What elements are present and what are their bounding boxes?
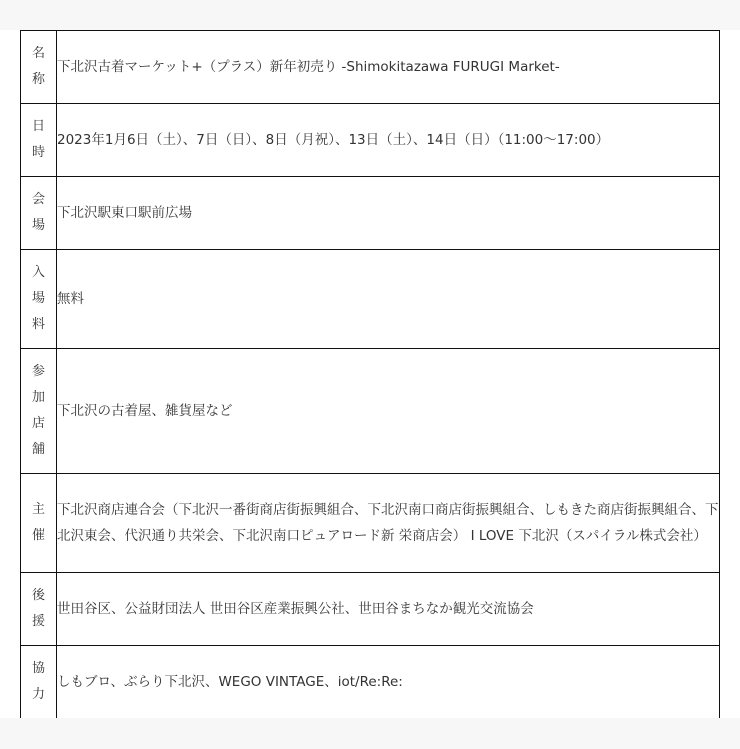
row-label-cooperation — [21, 646, 57, 719]
row-label-name — [21, 31, 57, 104]
label-char: 主 — [31, 502, 45, 517]
table-row-support — [21, 573, 720, 646]
event-datetime-value: 2023年1月6日（土）、7日（日）、8日（月祝）、13日（土）、14日（日）（11:00〜17:00） — [57, 104, 720, 177]
label-char: 日 — [31, 119, 45, 134]
label-char: 料 — [31, 317, 45, 332]
label-char: 場 — [31, 291, 45, 306]
row-label-admission — [21, 250, 57, 349]
row-label-organizer — [21, 474, 57, 573]
label-char: 名 — [31, 46, 45, 61]
bottom-background-band — [0, 718, 740, 749]
label-char: 加 — [31, 390, 45, 405]
label-char: 協 — [31, 661, 45, 676]
row-label-datetime — [21, 104, 57, 177]
row-label-shops — [21, 349, 57, 474]
table-row-venue — [21, 177, 720, 250]
label-char: 力 — [31, 687, 45, 702]
label-char: 舗 — [31, 442, 45, 457]
event-name-value: 下北沢古着マーケット+（プラス）新年初売り -Shimokitazawa FURUGI Market- — [57, 31, 720, 104]
table-row-organizer — [21, 474, 720, 573]
table-row-datetime — [21, 104, 720, 177]
label-char: 入 — [31, 265, 45, 280]
label-char: 参 — [31, 364, 45, 379]
label-char: 催 — [31, 528, 45, 543]
event-support-value: 世田谷区、公益財団法人 世田谷区産業振興公社、世田谷まちなか観光交流協会 — [57, 573, 720, 646]
row-label-venue — [21, 177, 57, 250]
label-char: 場 — [31, 218, 45, 233]
table-row-admission — [21, 250, 720, 349]
event-organizer-value: 下北沢商店連合会（下北沢一番街商店街振興組合、下北沢南口商店街振興組合、しもきた商店街振興組合、下北沢東会、代沢通り共栄会、下北沢南口ピュアロード新 栄商店会） I LOVE 下北沢（スパイラル株式会社） — [57, 474, 720, 573]
event-info-table — [20, 30, 720, 719]
label-char: 後 — [31, 588, 45, 603]
label-char: 店 — [31, 416, 45, 431]
event-shops-value: 下北沢の古着屋、雑貨屋など — [57, 349, 720, 474]
table-row-name — [21, 31, 720, 104]
row-label-support — [21, 573, 57, 646]
top-background-band — [0, 0, 740, 30]
label-char: 援 — [31, 614, 45, 629]
event-venue-value: 下北沢駅東口駅前広場 — [57, 177, 720, 250]
event-admission-value: 無料 — [57, 250, 720, 349]
label-char: 会 — [31, 192, 45, 207]
table-row-cooperation — [21, 646, 720, 719]
label-char: 称 — [31, 72, 45, 87]
event-cooperation-value: しもブロ、ぶらり下北沢、WEGO VINTAGE、iot/Re:Re: — [57, 646, 720, 719]
table-row-shops — [21, 349, 720, 474]
label-char: 時 — [31, 145, 45, 160]
